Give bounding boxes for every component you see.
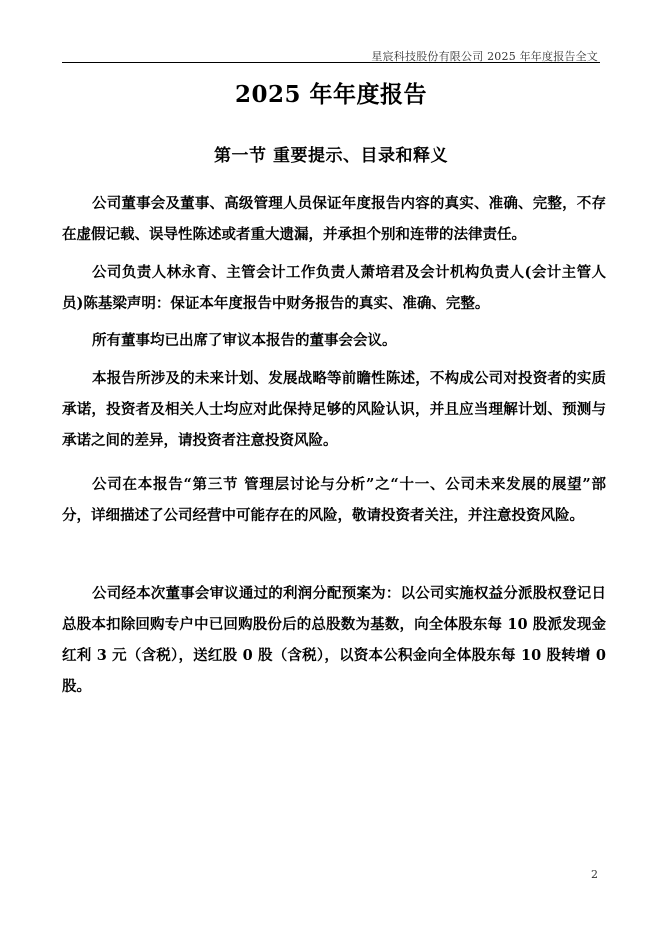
header-divider	[62, 62, 600, 63]
header-company-title: 星宸科技股份有限公司 2025 年年度报告全文	[371, 50, 598, 63]
paragraph-forward-looking: 本报告所涉及的未来计划、发展战略等前瞻性陈述，不构成公司对投资者的实质承诺，投资者及相关人士均应对此保持足够的风险认识，并且应当理解计划、预测与承诺之间的差异，请投资者注意投资风险。	[62, 370, 606, 449]
paragraph-directors-attendance: 所有董事均已出席了审议本报告的董事会会议。	[92, 332, 397, 349]
paragraph-responsible-persons: 公司负责人林永育、主管会计工作负责人萧培君及会计机构负责人(会计主管人员)陈基梁声明：保证本年度报告中财务报告的真实、准确、完整。	[62, 264, 606, 312]
paragraph-risk-notice: 公司在本报告“第三节 管理层讨论与分析”之“十一、公司未来发展的展望”部分，详细描述了公司经营中可能存在的风险，敬请投资者关注，并注意投资风险。	[62, 476, 606, 524]
report-title: 2025 年年度报告	[234, 81, 428, 108]
paragraph-profit-distribution: 公司经本次董事会审议通过的利润分配预案为：以公司实施权益分派股权登记日总股本扣除回购专户中已回购股份后的总股数为基数，向全体股东每 10 股派发现金红利 3 元（含税），送红股 0 股（含税），以资本公积金向全体股东每 10 股转增 0 股。	[62, 585, 606, 695]
paragraph-board-guarantee: 公司董事会及董事、高级管理人员保证年度报告内容的真实、准确、完整，不存在虚假记载、误导性陈述或者重大遗漏，并承担个别和连带的法律责任。	[62, 195, 606, 243]
page-number: 2	[591, 868, 598, 881]
section-heading: 第一节 重要提示、目录和释义	[214, 146, 448, 166]
